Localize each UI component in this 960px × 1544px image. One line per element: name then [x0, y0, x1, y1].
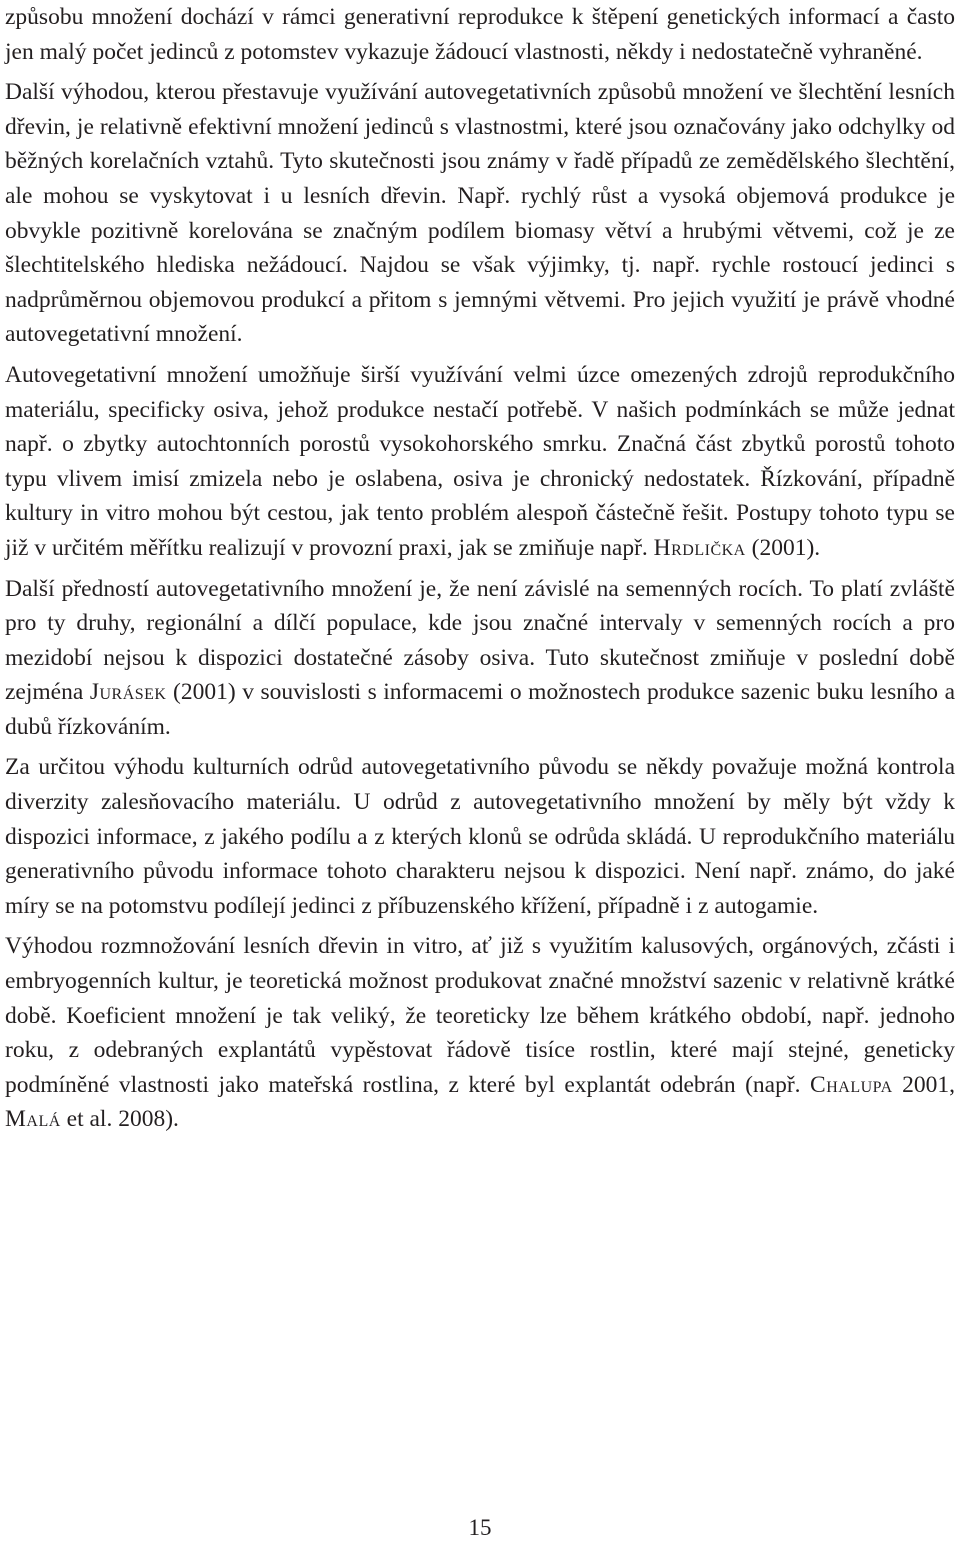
paragraph-4-text: Další předností autovegetativního množení je, že není závislé na semenných rocích. To platí zvláště pro ty druhy, regionální a dílčí populace, kde jsou značné intervaly v semenných rocích a pro mezidobí nejsou k dispozici dostatečné zásoby osiva. Tuto skutečnost zmiňuje v poslední době zejména: [5, 575, 955, 706]
citation-author-hrdlicka: Hrdlička: [653, 534, 746, 561]
paragraph-6: [5, 929, 955, 1137]
paragraph-6-text-end: et al. 2008).: [60, 1106, 179, 1133]
paragraph-4: [5, 572, 955, 745]
paragraph-3-text: Autovegetativní množení umožňuje širší využívání velmi úzce omezených zdrojů reprodukčního materiálu, specificky osiva, jehož produkce nestačí potřebě. V našich podmínkách se může jednat např. o zbytky autochtonních porostů vysokohorského smrku. Značná část zbytků porostů tohoto typu vlivem imisí zmizela nebo je oslabena, osiva je chronický nedostatek. Řízkování, případně kultury in vitro mohou být cestou, jak tento problém alespoň částečně řešit. Postupy tohoto typu se již v určitém měřítku realizují v provozní praxi, jak se zmiňuje např.: [5, 361, 955, 561]
paragraph-6-text: Výhodou rozmnožování lesních dřevin in vitro, ať již s využitím kalusových, orgánových, zčásti i embryogenních kultur, je teoretická možnost produkovat značné množství sazenic v relativně krátké době. Koeficient množení je tak veliký, že teoreticky lze během krátkého období, např. jednoho roku, z odebraných explantátů vypěstovat řádově tisíce rostlin, které mají stejné, geneticky podmíněné vlastnosti jako mateřská rostlina, z které byl explantát odebrán (např.: [5, 933, 955, 1098]
citation-author-jurasek: Jurásek: [89, 679, 167, 706]
paragraph-4-text-end: (2001) v souvislosti s informacemi o možnostech produkce sazenic buku lesního a dubů řízkováním.: [5, 679, 955, 740]
document-page: [5, 0, 955, 1143]
paragraph-5: Za určitou výhodu kulturních odrůd autovegetativního původu se někdy považuje možná kontrola diverzity zalesňovacího materiálu. U odrůd z autovegetativního množení by měly být vždy k dispozici informace, z jakého podílu a z kterých klonů se odrůda skládá. U reprodukčního materiálu generativního původu informace tohoto charakteru nejsou k dispozici. Není např. známo, do jaké míry se na potomstvu podílejí jedinci z příbuzenského křížení, případně i z autogamie.: [5, 754, 955, 919]
paragraph-1: způsobu množení dochází v rámci generativní reprodukce k štěpení genetických informací a často jen malý počet jedinců z potomstev vykazuje žádoucí vlastnosti, někdy i nedostatečně vyhraněné.: [5, 4, 955, 65]
paragraph-6-text-middle: 2001,: [892, 1071, 955, 1098]
citation-author-chalupa: Chalupa: [810, 1071, 893, 1098]
paragraph-2: Další výhodou, kterou přestavuje využívání autovegetativních způsobů množení ve šlechtění lesních dřevin, je relativně efektivní množení jedinců s vlastnostmi, které jsou označovány jako odchylky od běžných korelačních vztahů. Tyto skutečnosti jsou známy v řadě případů ze zemědělského šlechtění, ale mohou se vyskytovat i u lesních dřevin. Např. rychlý růst a vysoká objemová produkce je obvykle pozitivně korelována se značným podílem biomasy větví a hrubými větvemi, což je ze šlechtitelského hlediska nežádoucí. Najdou se však výjimky, tj. např. rychle rostoucí jedinci s nadprůměrnou objemovou produkcí a přitom s jemnými větvemi. Pro jejich využití je právě vhodné autovegetativní množení.: [5, 79, 955, 348]
citation-author-mala: Malá: [5, 1106, 61, 1133]
page-number: 15: [468, 1515, 492, 1540]
paragraph-3-text-end: (2001).: [745, 534, 821, 561]
paragraph-3: [5, 358, 955, 566]
